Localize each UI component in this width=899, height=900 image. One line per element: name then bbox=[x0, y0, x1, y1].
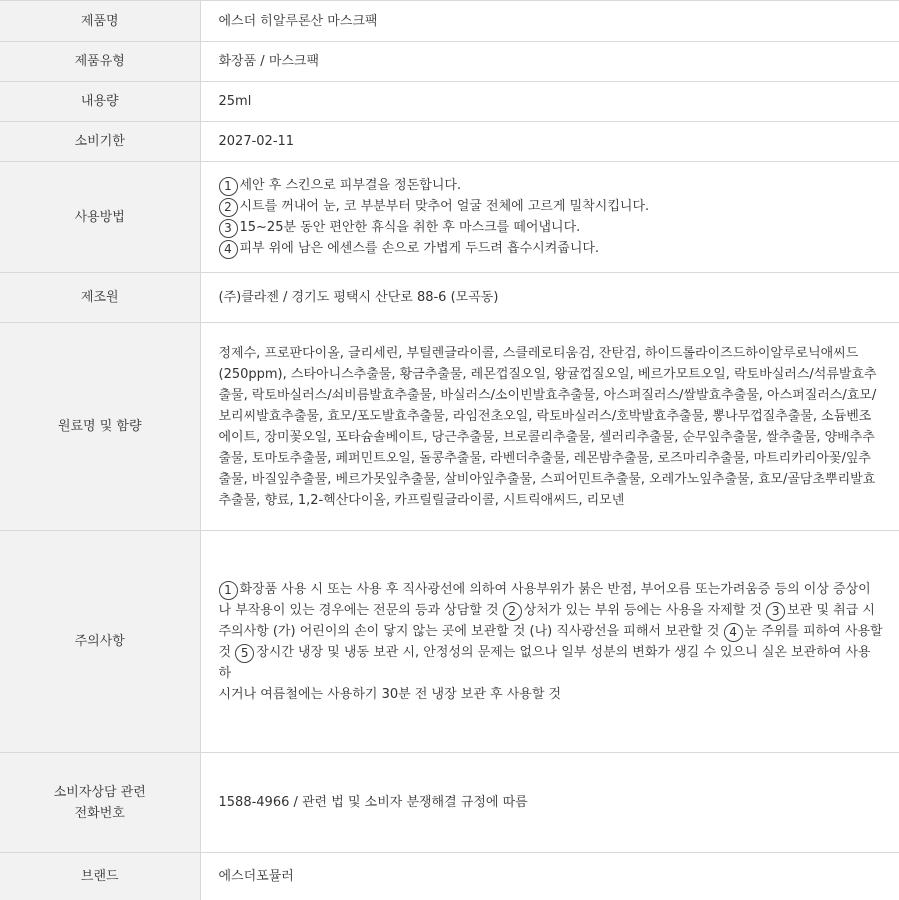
caution-text: 상처가 있는 부위 등에는 사용을 자제할 것 bbox=[523, 602, 767, 618]
row-label-name: 제품명 bbox=[0, 1, 200, 42]
caution-line: 시거나 여름철에는 사용하기 30분 전 냉장 보관 후 사용할 것 bbox=[218, 686, 562, 702]
ingredient-line: 보리씨발효추출물, 효모/포도발효추출물, 라임전초오일, 락토바실러스/호박발효추출물, 뽕나무껍질추출물, 소듐벤조 bbox=[218, 408, 872, 424]
usage-step-text: 피부 위에 남은 에센스를 손으로 가볍게 두드려 흡수시켜줍니다. bbox=[239, 241, 600, 256]
volume-value: 25ml bbox=[200, 82, 899, 122]
caution-value bbox=[200, 531, 899, 753]
usage-step bbox=[219, 238, 884, 259]
circled-number-2-icon: 2 bbox=[503, 602, 522, 621]
circled-number-3-icon: 3 bbox=[219, 219, 238, 238]
ingredient-line: 정제수, 프로판다이올, 글리세린, 부틸렌글라이콜, 스클레로티움검, 잔탄검, 하이드롤라이즈드하이알루로닉애씨드 bbox=[218, 345, 859, 361]
circled-number-2-icon: 2 bbox=[219, 198, 238, 217]
table-row bbox=[0, 122, 899, 162]
caution-text: 장시간 냉장 및 냉동 보관 시, 안정성의 문제는 없으나 일부 성분의 변화가 생길 수 있으니 실온 보관하여 사용하 bbox=[218, 644, 871, 681]
ingredient-line: 추출물, 향료, 1,2-헥산다이올, 카프릴릴글라이콜, 시트릭애씨드, 리모넨 bbox=[218, 492, 625, 508]
usage-steps bbox=[200, 162, 899, 273]
circled-number-4-icon: 4 bbox=[724, 623, 743, 642]
usage-step-text: 세안 후 스킨으로 피부결을 정돈합니다. bbox=[239, 178, 462, 193]
row-label-expiry: 소비기한 bbox=[0, 122, 200, 162]
caution-line bbox=[219, 600, 884, 621]
circled-number-3-icon: 3 bbox=[766, 602, 785, 621]
manufacturer-value: (주)클라젠 / 경기도 평택시 산단로 88-6 (모곡동) bbox=[200, 273, 899, 323]
circled-number-1-icon: 1 bbox=[219, 177, 238, 196]
row-label-caution: 주의사항 bbox=[0, 531, 200, 753]
row-label-brand: 브랜드 bbox=[0, 853, 200, 900]
caution-text: 나 부작용이 있는 경우에는 전문의 등과 상담할 것 bbox=[218, 602, 503, 618]
usage-step bbox=[219, 175, 884, 196]
caution-text: 눈 주위를 피하여 사용할 bbox=[744, 623, 883, 639]
table-row bbox=[0, 1, 899, 42]
ingredient-line: 출물, 토마토추출물, 페퍼민트오일, 돌콩추출물, 라벤더추출물, 레몬밤추출물, 로즈마리추출물, 마트리카리아꽃/잎추 bbox=[218, 450, 871, 466]
table-row bbox=[0, 531, 899, 753]
table-row bbox=[0, 853, 899, 900]
table-row bbox=[0, 273, 899, 323]
ingredient-line: 출물, 바질잎추출물, 베르가못잎추출물, 살비아잎추출물, 스피어민트추출물, 오레가노잎추출물, 효모/골담초뿌리발효 bbox=[218, 471, 876, 487]
ingredients-value bbox=[200, 323, 899, 531]
caution-line bbox=[219, 579, 884, 600]
row-label-usage: 사용방법 bbox=[0, 162, 200, 273]
usage-step bbox=[219, 196, 884, 217]
caution-text: 화장품 사용 시 또는 사용 후 직사광선에 의하여 사용부위가 붉은 반점, 부어오름 또는가려움증 등의 이상 증상이 bbox=[239, 581, 871, 597]
consult-label-line: 소비자상담 관련 bbox=[53, 784, 146, 800]
table-row bbox=[0, 42, 899, 82]
usage-step-text: 시트를 꺼내어 눈, 코 부분부터 맞추어 얼굴 전체에 고르게 밀착시킵니다. bbox=[239, 199, 650, 214]
usage-step-text: 15~25분 동안 편안한 휴식을 취한 후 마스크를 떼어냅니다. bbox=[239, 220, 581, 235]
table-row bbox=[0, 82, 899, 122]
usage-step bbox=[219, 217, 884, 238]
row-label-volume: 내용량 bbox=[0, 82, 200, 122]
ingredient-line: 에이트, 장미꽃오일, 포타슘솔베이트, 당근추출물, 브로콜리추출물, 셀러리추출물, 순무잎추출물, 쌀추출물, 양배추추 bbox=[218, 429, 875, 445]
circled-number-1-icon: 1 bbox=[219, 581, 238, 600]
caution-line bbox=[219, 642, 884, 684]
row-label-type: 제품유형 bbox=[0, 42, 200, 82]
ingredient-line: 출물, 락토바실러스/쇠비름발효추출물, 바실러스/소이빈발효추출물, 아스퍼질러스/쌀발효추출물, 아스퍼질러스/효모/ bbox=[218, 387, 877, 403]
table-row bbox=[0, 753, 899, 853]
circled-number-5-icon: 5 bbox=[235, 644, 254, 663]
ingredient-line: (250ppm), 스타아니스추출물, 황금추출물, 레몬껍질오일, 왕귤껍질오일, 베르가모트오일, 락토바실러스/석류발효추 bbox=[218, 366, 877, 382]
product-name-value: 에스더 히알루론산 마스크팩 bbox=[200, 1, 899, 42]
consult-label-line: 전화번호 bbox=[74, 805, 125, 821]
product-type-value: 화장품 / 마스크팩 bbox=[200, 42, 899, 82]
row-label-manufacturer: 제조원 bbox=[0, 273, 200, 323]
brand-value: 에스더포뮬러 bbox=[200, 853, 899, 900]
row-label-consult bbox=[0, 753, 200, 853]
expiry-value: 2027-02-11 bbox=[200, 122, 899, 162]
table-row bbox=[0, 162, 899, 273]
caution-text: 보관 및 취급 시 bbox=[787, 602, 875, 618]
consult-value: 1588-4966 / 관련 법 및 소비자 분쟁해결 규정에 따름 bbox=[200, 753, 899, 853]
table-row bbox=[0, 323, 899, 531]
caution-text: 주의사항 (가) 어린이의 손이 닿지 않는 곳에 보관할 것 (나) 직사광선을 피해서 보관할 것 bbox=[218, 623, 724, 639]
caution-line bbox=[219, 621, 884, 642]
circled-number-4-icon: 4 bbox=[219, 240, 238, 259]
caution-text: 것 bbox=[218, 644, 236, 660]
row-label-ingredients: 원료명 및 함량 bbox=[0, 323, 200, 531]
